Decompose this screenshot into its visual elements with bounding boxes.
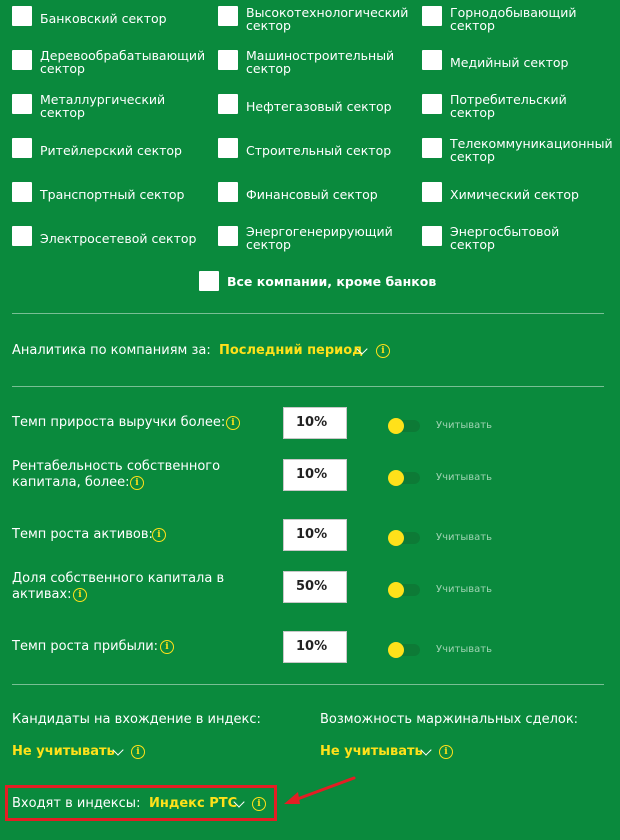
filter-asset-growth-info-icon[interactable]: i (152, 528, 166, 542)
sector-label-woodworking: Деревообрабатывающий сектор (40, 48, 206, 76)
filter-equity-share-label: Доля собственного капитала в активах: (12, 571, 225, 602)
sector-checkbox-finance[interactable] (218, 182, 238, 202)
sector-checkbox-oilgas[interactable] (218, 94, 238, 114)
filter-revenue-growth-text: Темп прироста выручки более: (12, 415, 226, 430)
sector-checkbox-mining[interactable] (422, 6, 442, 26)
all-except-banks-checkbox[interactable] (199, 271, 219, 291)
filter-equity-share-info-icon[interactable]: i (73, 588, 87, 602)
filter-asset-growth-toggle-label: Учитывать (436, 532, 492, 543)
filter-revenue-growth-info-icon[interactable]: i (226, 416, 240, 430)
sector-checkbox-chemical[interactable] (422, 182, 442, 202)
candidates-select[interactable]: Не учитывать (12, 744, 115, 759)
sector-label-oilgas: Нефтегазовый сектор (246, 99, 392, 114)
annotation-arrow-icon (280, 770, 360, 810)
filter-roe-label: Рентабельность собственного капитала, более: (12, 459, 221, 490)
filter-equity-share-toggle-label: Учитывать (436, 584, 492, 595)
candidates-info-icon[interactable]: i (131, 745, 145, 759)
toggle-knob (388, 470, 404, 486)
sector-checkbox-hightech[interactable] (218, 6, 238, 26)
divider (12, 684, 604, 685)
sector-label-telecom: Телекоммуникационный сектор (450, 136, 613, 164)
sector-label-banking: Банковский сектор (40, 11, 167, 26)
period-select[interactable]: Последний период (219, 343, 363, 358)
sector-checkbox-consumer[interactable] (422, 94, 442, 114)
sector-label-mining: Горнодобывающий сектор (450, 5, 577, 33)
filter-equity-share-input[interactable]: 50% (283, 571, 347, 603)
indexes-info-icon[interactable]: i (252, 797, 266, 811)
filter-revenue-growth-toggle-label: Учитывать (436, 420, 492, 431)
sector-label-grid: Электросетевой сектор (40, 231, 197, 246)
sector-label-machinery: Машиностроительный сектор (246, 48, 395, 76)
sector-label-metallurgy: Металлургический сектор (40, 92, 166, 120)
sector-label-media: Медийный сектор (450, 55, 569, 70)
sector-checkbox-generation[interactable] (218, 226, 238, 246)
candidates-label: Кандидаты на вхождение в индекс: (12, 712, 261, 727)
sector-checkbox-machinery[interactable] (218, 50, 238, 70)
margin-info-icon[interactable]: i (439, 745, 453, 759)
sector-checkbox-energy-sales[interactable] (422, 226, 442, 246)
sector-label-consumer: Потребительский сектор (450, 92, 567, 120)
sector-label-chemical: Химический сектор (450, 187, 579, 202)
sector-checkbox-metallurgy[interactable] (12, 94, 32, 114)
sector-checkbox-media[interactable] (422, 50, 442, 70)
indexes-select[interactable]: Индекс РТС (149, 796, 238, 811)
indexes-label: Входят в индексы: (12, 796, 141, 811)
filter-roe-info-icon[interactable]: i (130, 476, 144, 490)
filter-roe-toggle[interactable] (388, 470, 420, 486)
period-info-icon[interactable]: i (376, 344, 390, 358)
filter-asset-growth-input[interactable]: 10% (283, 519, 347, 551)
filter-roe-input[interactable]: 10% (283, 459, 347, 491)
filter-profit-growth-toggle[interactable] (388, 642, 420, 658)
margin-select[interactable]: Не учитывать (320, 744, 423, 759)
sector-label-retail: Ритейлерский сектор (40, 143, 182, 158)
sector-label-transport: Транспортный сектор (40, 187, 185, 202)
sector-label-construction: Строительный сектор (246, 143, 392, 158)
all-except-banks-label: Все компании, кроме банков (227, 274, 437, 289)
sector-label-generation: Энергогенерирующий сектор (246, 224, 393, 252)
sector-checkbox-telecom[interactable] (422, 138, 442, 158)
filter-revenue-growth-label (12, 415, 242, 431)
filter-revenue-growth-toggle[interactable] (388, 418, 420, 434)
sector-checkbox-woodworking[interactable] (12, 50, 32, 70)
filter-revenue-growth-input[interactable]: 10% (283, 407, 347, 439)
filter-equity-share-toggle[interactable] (388, 582, 420, 598)
sector-label-finance: Финансовый сектор (246, 187, 378, 202)
filter-asset-growth-label: Темп роста активов: (12, 527, 153, 542)
divider (12, 313, 604, 314)
filter-profit-growth-info-icon[interactable]: i (160, 640, 174, 654)
sector-checkbox-construction[interactable] (218, 138, 238, 158)
filter-asset-growth-toggle[interactable] (388, 530, 420, 546)
sector-checkbox-transport[interactable] (12, 182, 32, 202)
filter-profit-growth-label: Темп роста прибыли: (12, 639, 159, 654)
toggle-knob (388, 530, 404, 546)
filter-roe-toggle-label: Учитывать (436, 472, 492, 483)
sector-label-hightech: Высокотехнологический сектор (246, 5, 409, 33)
toggle-knob (388, 582, 404, 598)
filter-profit-growth-toggle-label: Учитывать (436, 644, 492, 655)
period-label: Аналитика по компаниям за: (12, 343, 211, 358)
toggle-knob (388, 642, 404, 658)
margin-label: Возможность маржинальных сделок: (320, 712, 579, 727)
sector-checkbox-banking[interactable] (12, 6, 32, 26)
toggle-knob (388, 418, 404, 434)
sector-label-energy-sales: Энергосбытовой сектор (450, 224, 560, 252)
sector-checkbox-retail[interactable] (12, 138, 32, 158)
sector-checkbox-grid[interactable] (12, 226, 32, 246)
divider (12, 386, 604, 387)
filter-profit-growth-input[interactable]: 10% (283, 631, 347, 663)
